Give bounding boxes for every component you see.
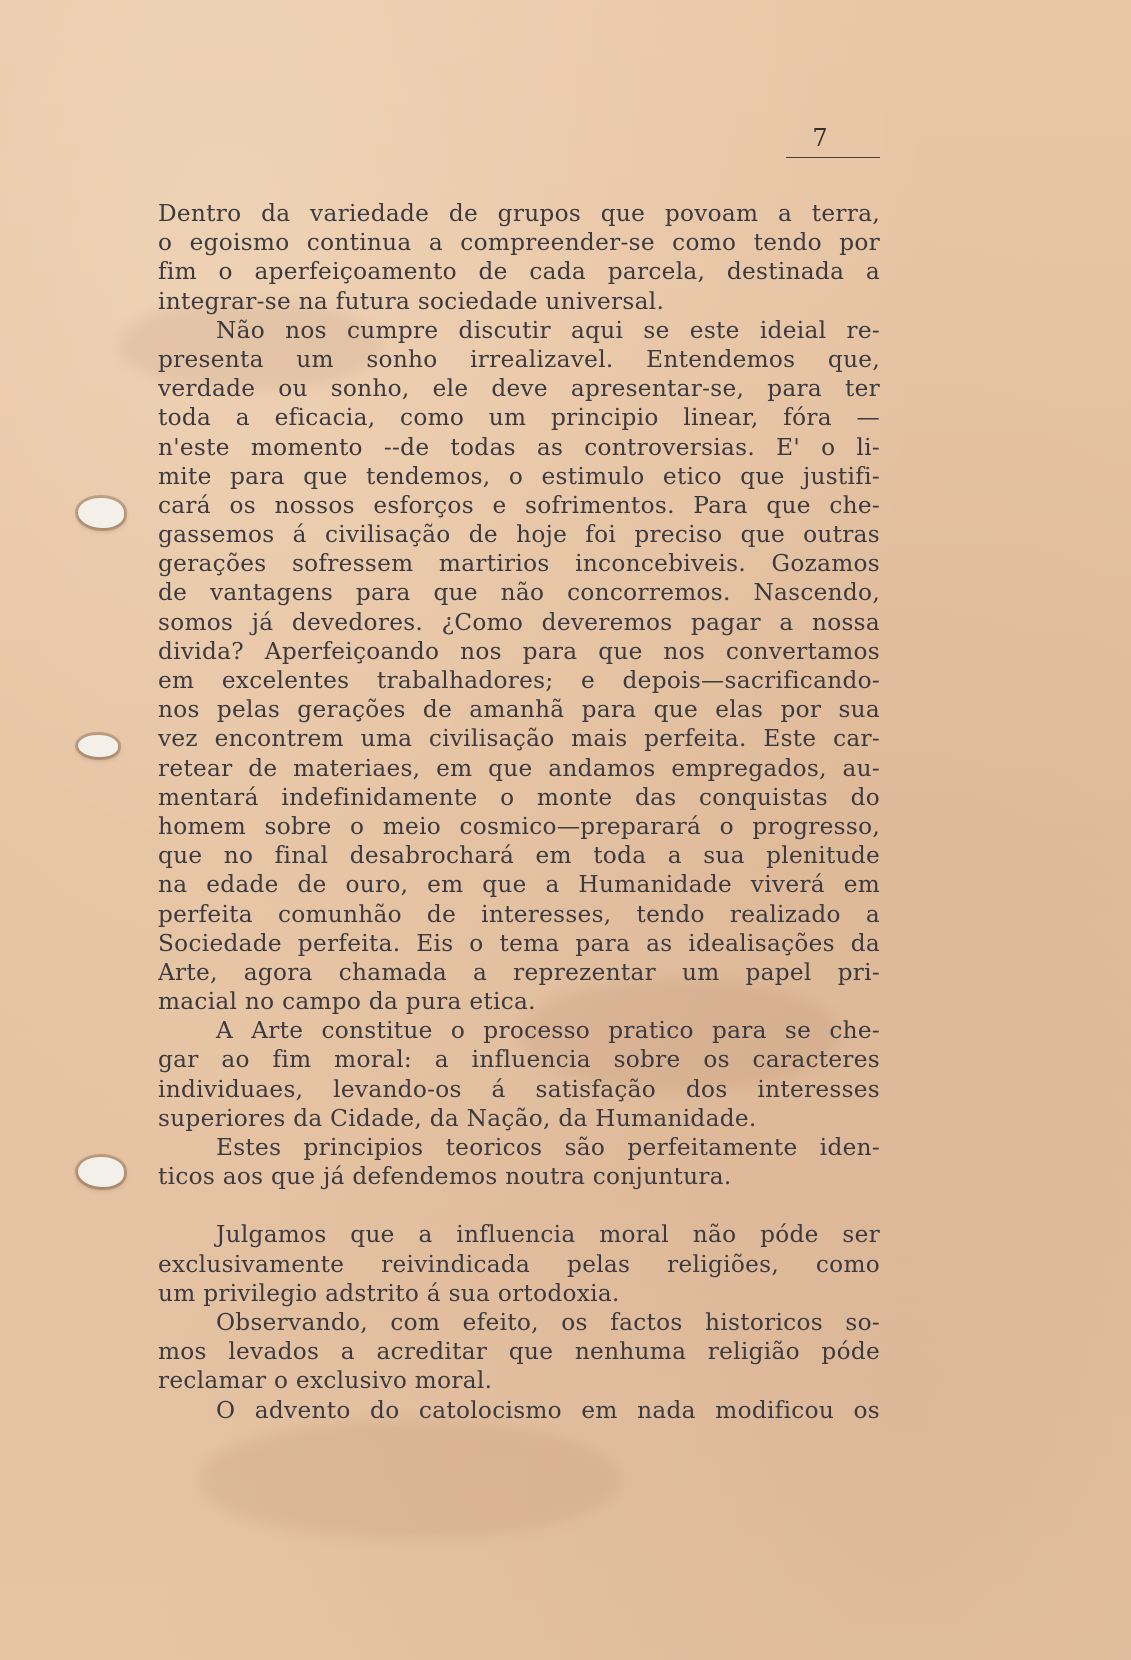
text-line: divida? Aperfeiçoando nos para que nos convertamos — [158, 637, 880, 665]
binding-hole — [78, 498, 124, 528]
paragraph-gap — [158, 1191, 880, 1220]
text-line: em excelentes trabalhadores; e depois—sacrificando- — [158, 667, 880, 694]
text-line: um privilegio adstrito á sua ortodoxia. — [158, 1279, 620, 1307]
text-line: macial no campo da pura etica. — [158, 988, 536, 1016]
text-line: exclusivamente reivindicada pelas religiões, como — [158, 1250, 880, 1278]
paragraph — [158, 1396, 880, 1425]
paragraph — [158, 1016, 880, 1133]
text-line: ticos aos que já defendemos noutra conjuntura. — [158, 1163, 732, 1191]
text-line: na edade de ouro, em que a Humanidade viverá em — [158, 871, 880, 899]
text-line: cará os nossos esforços e sofrimentos. Para que che- — [158, 491, 880, 519]
text-line: fim o aperfeiçoamento de cada parcela, destinada a — [158, 258, 880, 286]
text-line: Sociedade perfeita. Eis o tema para as idealisações da — [158, 929, 880, 957]
text-line: n'este momento --de todas as controversias. E' o li- — [158, 433, 880, 461]
paragraph — [158, 199, 880, 316]
text-line: que no final desabrochará em toda a sua plenitude — [158, 842, 880, 870]
text-line: presenta um sonho irrealizavel. Entendemos que, — [158, 345, 880, 373]
text-line: A Arte constitue o processo pratico para se che- — [216, 1017, 880, 1045]
text-line: Dentro da variedade de grupos que povoam a terra, — [158, 200, 880, 227]
text-line: Arte, agora chamada a reprezentar um papel pri- — [158, 958, 880, 986]
text-line: Não nos cumpre discutir aqui se este ideial re- — [216, 316, 880, 344]
paper-stain — [200, 1420, 620, 1540]
text-line: nos pelas gerações de amanhã para que elas por sua — [158, 696, 880, 724]
text-line: Estes principios teoricos são perfeitamente iden- — [216, 1134, 880, 1161]
text-line: mos levados a acreditar que nenhuma religião póde — [158, 1338, 880, 1366]
text-line: de vantagens para que não concorremos. Nascendo, — [158, 579, 880, 607]
text-line: o egoismo continua a compreender-se como tendo por — [158, 229, 880, 257]
text-line: homem sobre o meio cosmico—preparará o progresso, — [158, 812, 880, 840]
text-line: retear de materiaes, em que andamos empregados, au- — [158, 754, 880, 782]
text-line: mite para que tendemos, o estimulo etico que justifi- — [158, 462, 880, 490]
page-number: 7 — [812, 124, 828, 152]
text-line: Julgamos que a influencia moral não póde ser — [216, 1221, 880, 1249]
body-text — [158, 199, 880, 1425]
text-line: integrar-se na futura sociedade universal. — [158, 287, 665, 315]
text-line: verdade ou sonho, ele deve apresentar-se, para ter — [158, 375, 880, 403]
text-line: Observando, com efeito, os factos historicos so- — [216, 1308, 880, 1336]
binding-hole — [78, 1157, 124, 1187]
text-line: O advento do catolocismo em nada modificou os — [216, 1396, 880, 1424]
text-line: reclamar o exclusivo moral. — [158, 1367, 493, 1395]
text-line: somos já devedores. ¿Como deveremos pagar a nossa — [158, 608, 880, 636]
paragraph — [158, 316, 880, 1017]
text-line: gerações sofressem martirios inconcebiveis. Gozamos — [158, 550, 880, 578]
paragraph — [158, 1308, 880, 1396]
text-line: gassemos á civilisação de hoje foi preciso que outras — [158, 521, 880, 549]
text-line: vez encontrem uma civilisação mais perfeita. Este car- — [158, 725, 880, 753]
paragraph — [158, 1133, 880, 1191]
text-line: individuaes, levando-os á satisfação dos interesses — [158, 1075, 880, 1103]
text-line: perfeita comunhão de interesses, tendo realizado a — [158, 900, 880, 928]
text-line: mentará indefinidamente o monte das conquistas do — [158, 783, 880, 811]
paragraph — [158, 1191, 880, 1308]
binding-hole — [78, 735, 118, 757]
text-line: gar ao fim moral: a influencia sobre os caracteres — [158, 1046, 880, 1074]
text-line: toda a eficacia, como um principio linear, fóra — — [158, 404, 880, 432]
page-number-rule — [786, 157, 880, 158]
text-line: superiores da Cidade, da Nação, da Humanidade. — [158, 1104, 757, 1132]
